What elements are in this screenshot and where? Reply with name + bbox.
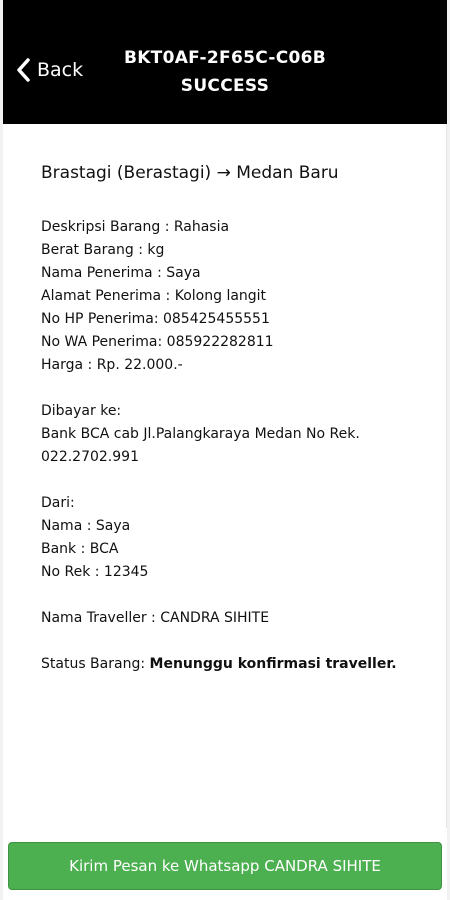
item-description: Deskripsi Barang : Rahasia xyxy=(41,219,230,235)
page-title xyxy=(103,44,347,100)
sender-bank: Bank : BCA xyxy=(41,541,119,557)
spacer xyxy=(41,469,441,492)
booking-status: SUCCESS xyxy=(180,76,270,96)
status-value: Menunggu konfirmasi traveller. xyxy=(149,656,397,672)
spacer xyxy=(41,630,441,653)
booking-code: BKT0AF-2F65C-C06B xyxy=(123,48,327,68)
payment-bank-account: Bank BCA cab Jl.Palangkaraya Medan No Rek. 022.2702.991 xyxy=(41,426,360,465)
spacer xyxy=(41,584,441,607)
back-label: Back xyxy=(37,59,84,81)
status-label: Status Barang: xyxy=(41,656,150,672)
top-bar xyxy=(3,0,447,124)
app-screen xyxy=(3,0,447,900)
sender-name: Nama : Saya xyxy=(41,518,131,534)
whatsapp-message-button[interactable]: Kirim Pesan ke Whatsapp CANDRA SIHITE xyxy=(8,842,442,890)
back-button[interactable] xyxy=(13,52,83,88)
item-status xyxy=(41,653,441,676)
payment-heading: Dibayar ke: xyxy=(41,403,122,419)
route-title: Brastagi (Berastagi) → Medan Baru xyxy=(41,163,339,183)
divider xyxy=(446,124,447,828)
price: Harga : Rp. 22.000.- xyxy=(41,357,183,373)
traveller-name: Nama Traveller : CANDRA SIHITE xyxy=(41,610,270,626)
recipient-address: Alamat Penerima : Kolong langit xyxy=(41,288,267,304)
recipient-whatsapp: No WA Penerima: 085922282811 xyxy=(41,334,274,350)
footer-bar xyxy=(3,828,447,900)
chevron-left-icon xyxy=(13,55,35,85)
sender-account-number: No Rek : 12345 xyxy=(41,564,149,580)
item-weight: Berat Barang : kg xyxy=(41,242,165,258)
spacer xyxy=(41,377,441,400)
order-details xyxy=(41,160,441,676)
sender-heading: Dari: xyxy=(41,495,75,511)
recipient-phone: No HP Penerima: 085425455551 xyxy=(41,311,270,327)
recipient-name: Nama Penerima : Saya xyxy=(41,265,201,281)
